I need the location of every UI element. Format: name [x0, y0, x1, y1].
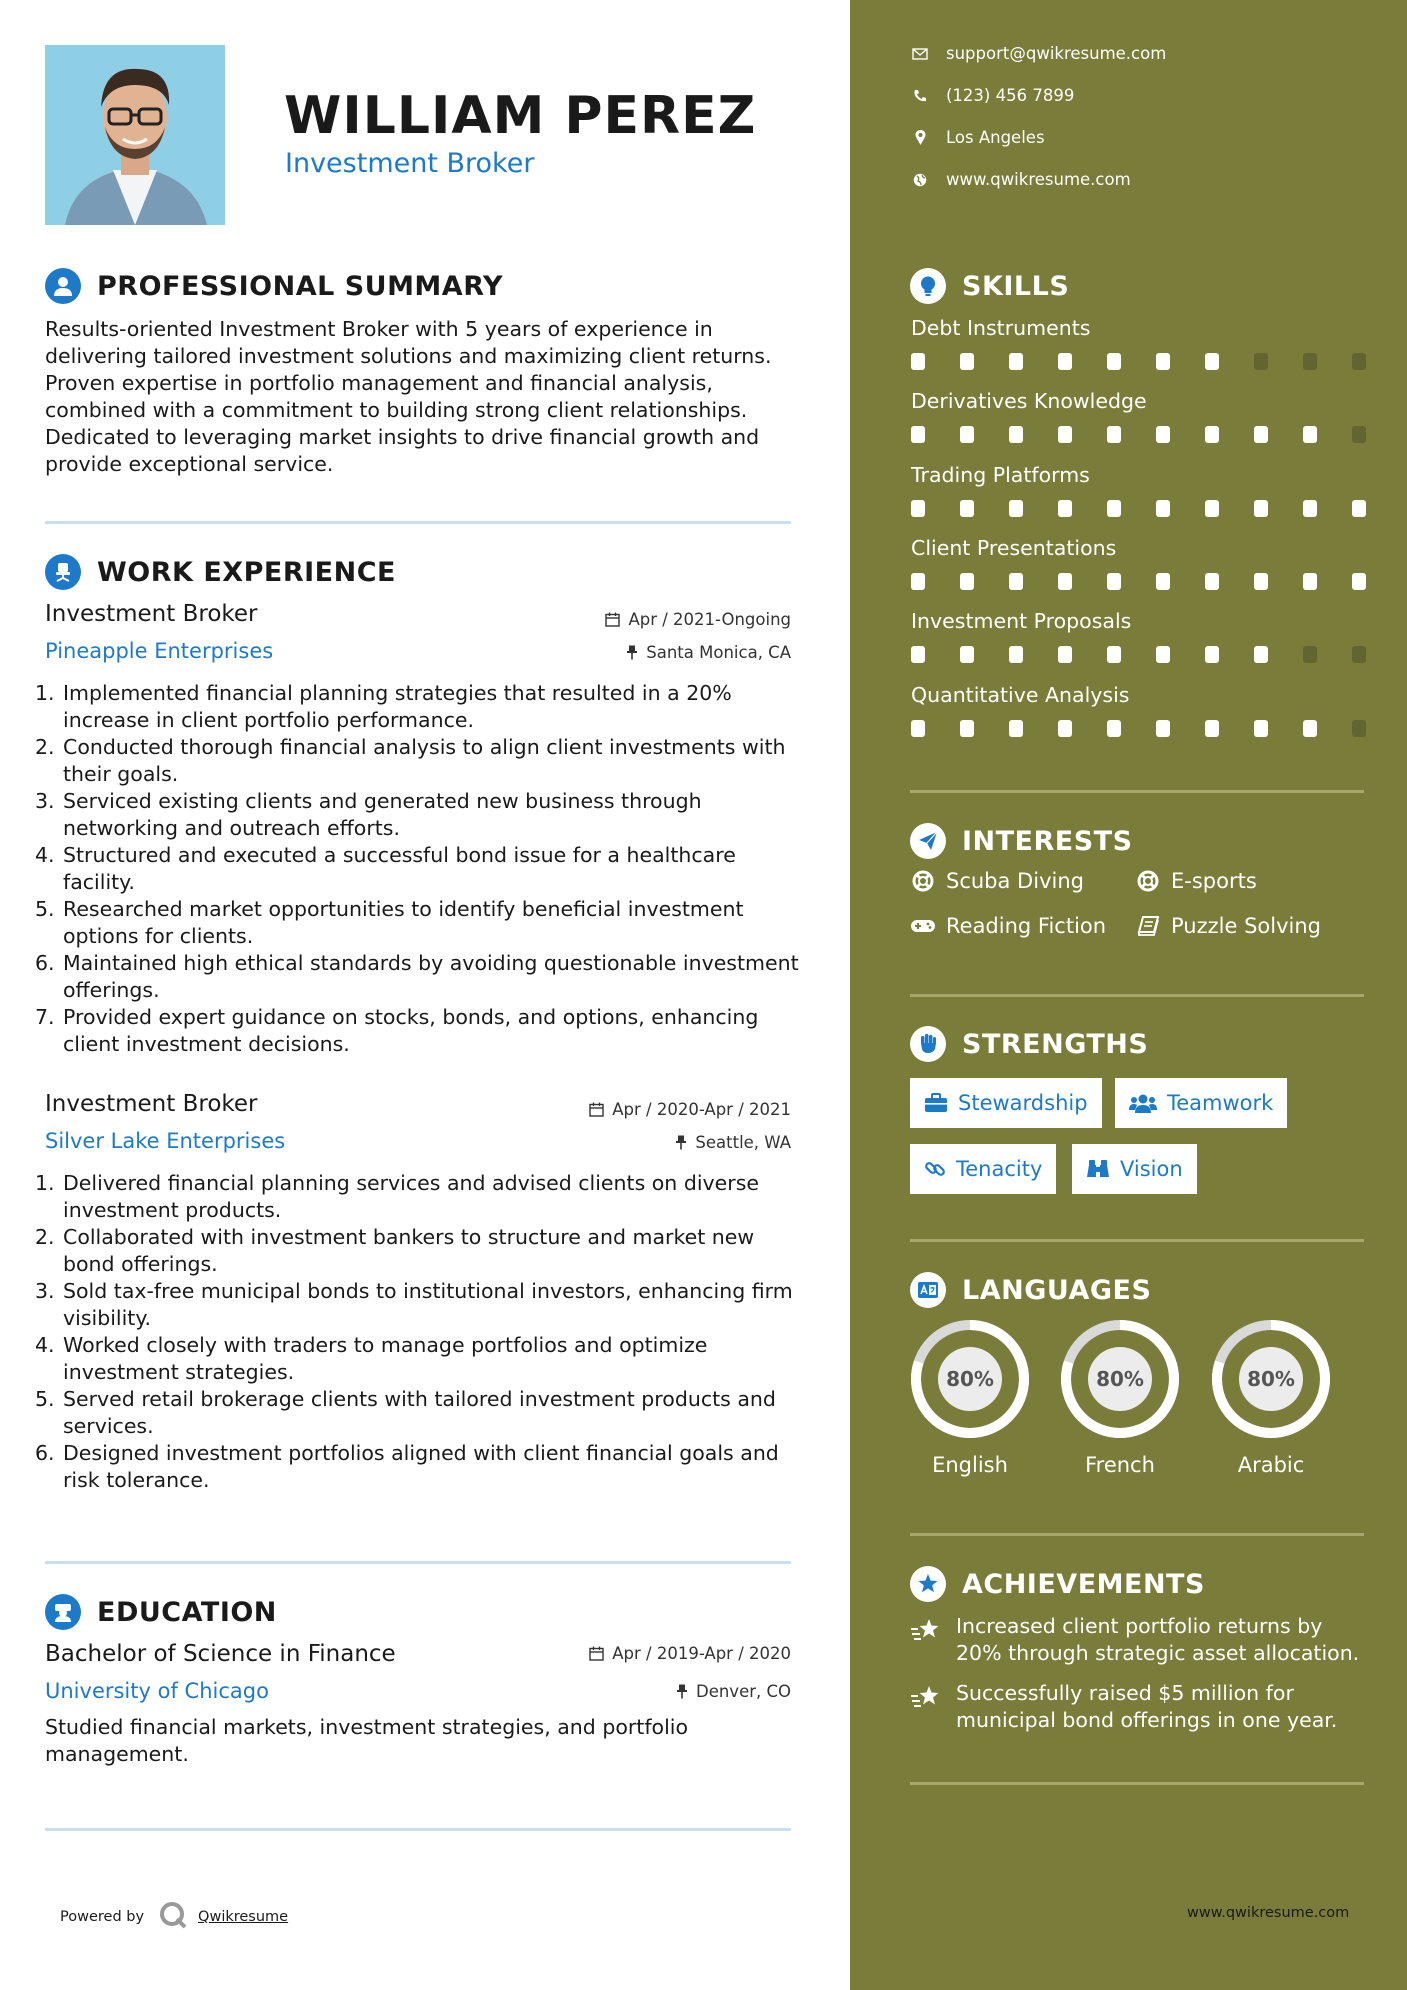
binoculars-icon	[1086, 1159, 1110, 1179]
list-item: 1. Delivered financial planning services and advised clients on diverse investment products.	[35, 1171, 759, 1222]
skill-dot	[1205, 720, 1219, 737]
list-item: 1. Implemented financial planning strategies that resulted in a 20% increase in client portfolio performance.	[35, 681, 732, 732]
skill-dot	[1156, 500, 1170, 517]
language-item	[909, 1318, 1031, 1477]
list-item: 2. Conducted thorough financial analysis to align client investments with their goals.	[35, 735, 786, 786]
skill-dot	[960, 646, 974, 663]
education-location: Denver, CO	[676, 1682, 791, 1701]
skill-dot	[1254, 500, 1268, 517]
skill-name: Derivatives Knowledge	[911, 389, 1147, 413]
job-title: Investment Broker	[45, 1091, 258, 1117]
calendar-icon	[605, 612, 620, 627]
interest-item: Puzzle Solving	[1135, 914, 1321, 938]
skill-dot	[1352, 426, 1366, 443]
candidate-title: Investment Broker	[285, 148, 535, 179]
footer-website[interactable]: www.qwikresume.com	[1187, 1905, 1350, 1921]
language-item	[1210, 1318, 1332, 1477]
language-gauge	[1059, 1318, 1181, 1440]
education-date: Apr / 2019-Apr / 2020	[589, 1644, 791, 1663]
experience-heading: WORK EXPERIENCE	[45, 554, 396, 590]
pin-icon	[676, 1684, 688, 1699]
calendar-icon	[589, 1646, 604, 1661]
skill-dot	[911, 646, 925, 663]
language-gauge	[909, 1318, 1031, 1440]
skill-dot	[1352, 720, 1366, 737]
skill-name: Investment Proposals	[911, 609, 1132, 633]
skill-name: Quantitative Analysis	[911, 683, 1130, 707]
job-bullet-list	[35, 680, 805, 1058]
skill-dot	[1107, 646, 1121, 663]
skill-rating	[911, 573, 1401, 590]
achievement-item: Increased client portfolio returns by 20% through strategic asset allocation.	[910, 1613, 1370, 1667]
skill-dot	[1156, 426, 1170, 443]
skill-dot	[1009, 646, 1023, 663]
skill-dot	[960, 573, 974, 590]
contact-email[interactable]: support@qwikresume.com	[910, 44, 1166, 63]
job-location: Seattle, WA	[675, 1133, 791, 1152]
skill-dot	[911, 426, 925, 443]
language-name: Arabic	[1237, 1453, 1305, 1477]
degree: Bachelor of Science in Finance	[45, 1641, 396, 1667]
fist-icon	[910, 1026, 946, 1062]
divider	[910, 1782, 1364, 1785]
strength-tag: Vision	[1072, 1144, 1197, 1194]
education-heading: EDUCATION	[45, 1594, 277, 1630]
office-chair-icon	[45, 554, 81, 590]
achievement-item: Successfully raised $5 million for municipal bond offerings in one year.	[910, 1680, 1370, 1734]
skill-dot	[1009, 500, 1023, 517]
powered-by: Powered by Qwikresume	[60, 1900, 288, 1934]
skill-rating	[911, 353, 1401, 370]
skill-dot	[1205, 646, 1219, 663]
skill-dot	[1254, 573, 1268, 590]
contact-phone[interactable]: (123) 456 7899	[910, 86, 1074, 105]
lightbulb-icon	[910, 268, 946, 304]
skill-dot	[1352, 573, 1366, 590]
divider	[45, 1561, 791, 1564]
skill-name: Trading Platforms	[911, 463, 1090, 487]
paper-plane-icon	[910, 823, 946, 859]
candidate-name: WILLIAM PEREZ	[284, 86, 757, 146]
calendar-icon	[589, 1102, 604, 1117]
list-item: 5. Researched market opportunities to identify beneficial investment options for clients.	[35, 897, 744, 948]
skill-rating	[911, 720, 1401, 737]
job-bullet-list	[35, 1170, 805, 1494]
divider	[910, 1239, 1364, 1242]
skill-dot	[1156, 353, 1170, 370]
interest-item: E-sports	[1135, 869, 1257, 893]
skill-dot	[1058, 573, 1072, 590]
graduate-icon	[45, 1594, 81, 1630]
skill-dot	[911, 573, 925, 590]
education-description: Studied financial markets, investment strategies, and portfolio management.	[45, 1715, 689, 1766]
skill-rating	[911, 426, 1401, 443]
skill-dot	[911, 720, 925, 737]
skill-dot	[1156, 573, 1170, 590]
job-date: Apr / 2020-Apr / 2021	[589, 1100, 791, 1119]
skill-dot	[1009, 573, 1023, 590]
skill-dot	[1254, 646, 1268, 663]
book-icon	[1135, 916, 1161, 936]
skill-dot	[1303, 573, 1317, 590]
skill-dot	[1205, 500, 1219, 517]
briefcase-icon	[924, 1093, 948, 1113]
shooting-star-icon	[910, 1680, 944, 1734]
gauge-label: 80%	[946, 1367, 994, 1391]
list-item: 5. Served retail brokerage clients with tailored investment products and services.	[35, 1387, 776, 1438]
skill-dot	[1303, 646, 1317, 663]
skill-dot	[1303, 353, 1317, 370]
skill-dot	[1058, 426, 1072, 443]
skill-dot	[1107, 720, 1121, 737]
life-ring-icon	[1135, 870, 1161, 892]
skill-dot	[1254, 426, 1268, 443]
languages-heading: LANGUAGES	[910, 1272, 1151, 1308]
language-name: French	[1085, 1453, 1155, 1477]
divider	[45, 1828, 791, 1831]
skill-dot	[911, 500, 925, 517]
strength-tag: Tenacity	[910, 1144, 1056, 1194]
summary-heading: PROFESSIONAL SUMMARY	[45, 268, 503, 304]
divider	[910, 790, 1364, 793]
divider	[910, 1533, 1364, 1536]
globe-icon	[910, 173, 930, 187]
school-name: University of Chicago	[45, 1679, 269, 1703]
skill-name: Debt Instruments	[911, 316, 1091, 340]
qwikresume-logo-icon	[158, 1900, 188, 1934]
skill-dot	[1205, 573, 1219, 590]
skill-dot	[1058, 500, 1072, 517]
gamepad-icon	[910, 918, 936, 934]
divider	[910, 994, 1364, 997]
skill-dot	[960, 353, 974, 370]
strength-tag: Stewardship	[910, 1078, 1102, 1128]
skill-dot	[1058, 353, 1072, 370]
language-name: English	[932, 1453, 1008, 1477]
skill-dot	[1205, 353, 1219, 370]
company-name: Silver Lake Enterprises	[45, 1129, 286, 1153]
list-item: 6. Designed investment portfolios aligned with client financial goals and risk tolerance.	[35, 1441, 779, 1492]
skill-dot	[1205, 426, 1219, 443]
translate-icon	[910, 1272, 946, 1308]
list-item: 4. Structured and executed a successful bond issue for a healthcare facility.	[35, 843, 736, 894]
job-title: Investment Broker	[45, 601, 258, 627]
interest-item: Scuba Diving	[910, 869, 1084, 893]
life-ring-icon	[910, 870, 936, 892]
envelope-icon	[910, 48, 930, 60]
skill-dot	[1058, 646, 1072, 663]
link-icon	[924, 1158, 946, 1180]
strengths-heading: STRENGTHS	[910, 1026, 1148, 1062]
achievements-heading: ACHIEVEMENTS	[910, 1566, 1205, 1602]
skills-heading: SKILLS	[910, 268, 1069, 304]
profile-photo	[45, 45, 225, 225]
list-item: 4. Worked closely with traders to manage portfolios and optimize investment strategies.	[35, 1333, 708, 1384]
gauge-label: 80%	[1096, 1367, 1144, 1391]
skill-dot	[1009, 720, 1023, 737]
skill-dot	[1058, 720, 1072, 737]
gauge-label: 80%	[1247, 1367, 1295, 1391]
job-location: Santa Monica, CA	[626, 643, 791, 662]
job-date: Apr / 2021-Ongoing	[605, 610, 791, 629]
strength-tag: Teamwork	[1115, 1078, 1287, 1128]
skill-dot	[1303, 720, 1317, 737]
skill-name: Client Presentations	[911, 536, 1117, 560]
skill-dot	[960, 500, 974, 517]
skill-rating	[911, 646, 1401, 663]
skill-dot	[1107, 573, 1121, 590]
language-gauge	[1210, 1318, 1332, 1440]
skill-dot	[1352, 500, 1366, 517]
interests-heading: INTERESTS	[910, 823, 1133, 859]
pin-icon	[626, 645, 638, 660]
skill-dot	[1303, 500, 1317, 517]
skill-dot	[1009, 426, 1023, 443]
skill-dot	[960, 426, 974, 443]
list-item: 3. Serviced existing clients and generated new business through networking and outreach efforts.	[35, 789, 702, 840]
skill-dot	[1254, 353, 1268, 370]
skill-dot	[1009, 353, 1023, 370]
company-name: Pineapple Enterprises	[45, 639, 274, 663]
star-badge-icon	[910, 1566, 946, 1602]
skill-dot	[1107, 426, 1121, 443]
divider	[45, 521, 791, 524]
language-item	[1059, 1318, 1181, 1477]
skill-dot	[1156, 720, 1170, 737]
user-circle-icon	[45, 268, 81, 304]
interest-item: Reading Fiction	[910, 914, 1106, 938]
map-marker-icon	[910, 130, 930, 145]
skill-dot	[960, 720, 974, 737]
list-item: 7. Provided expert guidance on stocks, bonds, and options, enhancing client investment decisions.	[35, 1005, 759, 1056]
list-item: 6. Maintained high ethical standards by avoiding questionable investment offerings.	[35, 951, 799, 1002]
phone-icon	[910, 89, 930, 103]
skill-dot	[1107, 500, 1121, 517]
skill-dot	[1156, 646, 1170, 663]
summary-text: Results-oriented Investment Broker with 5 years of experience in delivering tailored investment solutions and maximizing client returns. Proven expertise in portfolio management and financial analysis, combined with a commitment to building strong client relationships. Dedicated to leveraging market insights to drive financial growth and provide exceptional service.	[45, 317, 772, 476]
shooting-star-icon	[910, 1613, 944, 1667]
users-icon	[1129, 1093, 1157, 1113]
contact-location: Los Angeles	[910, 128, 1045, 147]
list-item: 2. Collaborated with investment bankers to structure and market new bond offerings.	[35, 1225, 755, 1276]
skill-dot	[1107, 353, 1121, 370]
skill-rating	[911, 500, 1401, 517]
qwikresume-link[interactable]: Qwikresume	[198, 1909, 289, 1925]
skill-dot	[1352, 353, 1366, 370]
list-item: 3. Sold tax-free municipal bonds to institutional investors, enhancing firm visibility.	[35, 1279, 793, 1330]
pin-icon	[675, 1135, 687, 1150]
skill-dot	[1352, 646, 1366, 663]
skill-dot	[911, 353, 925, 370]
contact-website[interactable]: www.qwikresume.com	[910, 170, 1131, 189]
skill-dot	[1254, 720, 1268, 737]
skill-dot	[1303, 426, 1317, 443]
